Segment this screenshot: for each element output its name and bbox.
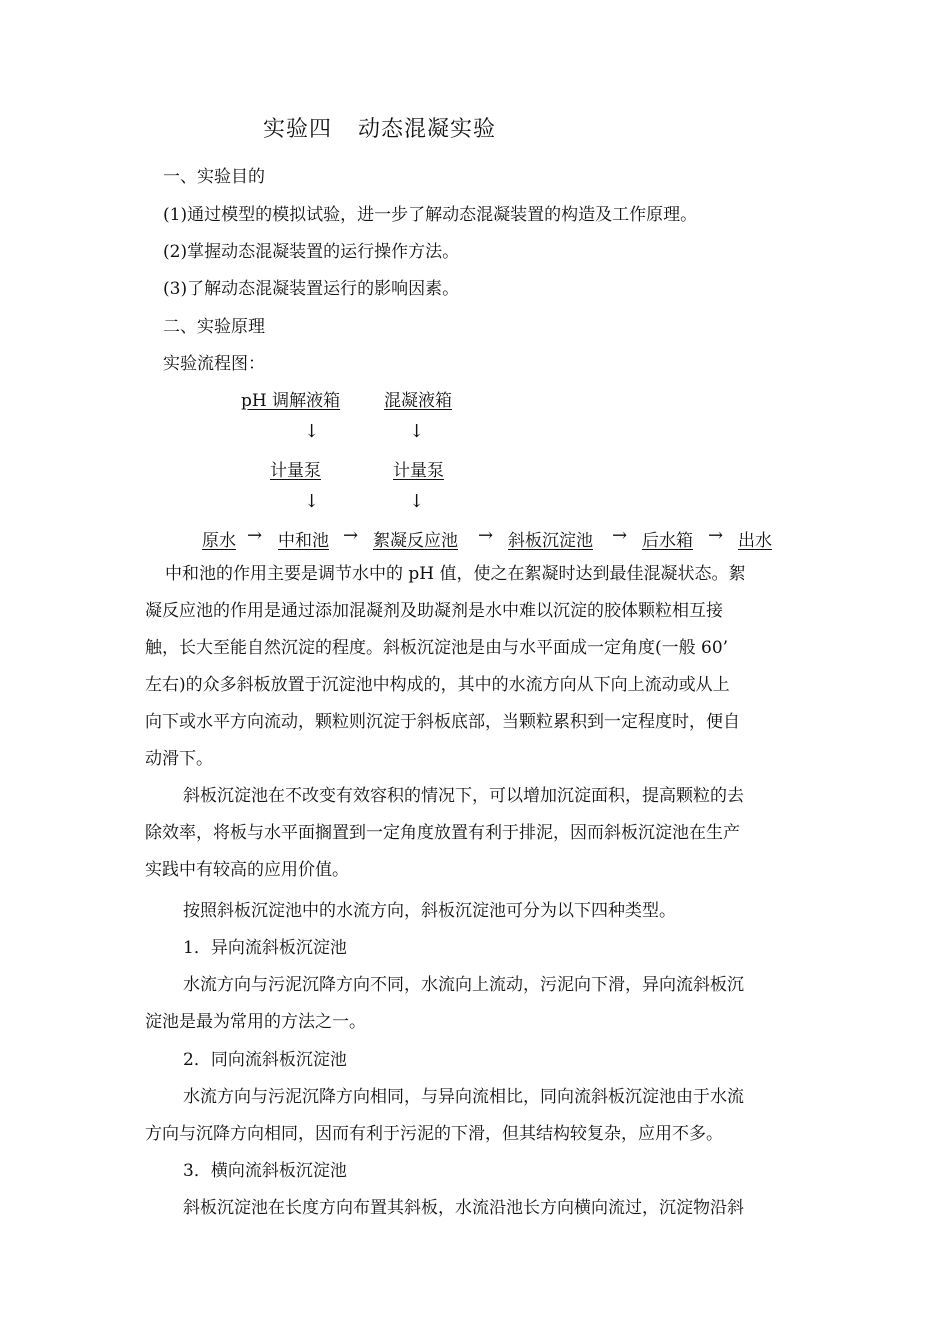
down-arrow-icon: ↓ [409,491,425,512]
paragraph-line: 水流方向与污泥沉降方向不同，水流向上流动，污泥向下滑，异向流斜板沉 [183,975,744,995]
title-part-1: 实验四 [263,117,333,142]
flow-flocculation-tank: 絮凝反应池 [373,531,458,551]
paragraph-line: 触，长大至能自然沉淀的程度。斜板沉淀池是由与水平面成一定角度(一般 60’ [145,638,729,658]
paragraph-line: 向下或水平方向流动，颗粒则沉淀于斜板底部，当颗粒累积到一定程度时，便自 [145,712,740,732]
paragraph-line: 实践中有较高的应用价值。 [145,860,349,880]
flow-neutralization-tank: 中和池 [278,531,329,551]
paragraph-types-intro [145,893,807,930]
flow-label: 实验流程图： [163,354,265,374]
down-arrow-icon: ↓ [304,421,320,442]
right-arrow-icon: → [708,525,724,546]
paragraph-line: 左右)的众多斜板放置于沉淀池中构成的，其中的水流方向从下向上流动或从上 [145,675,730,695]
paragraph-principle-2 [145,778,807,889]
title-part-2: 动态混凝实验 [358,117,497,142]
paragraph-line: 按照斜板沉淀池中的水流方向，斜板沉淀池可分为以下四种类型。 [183,901,676,921]
type-3-section [145,1153,807,1227]
down-arrow-icon: ↓ [409,421,425,442]
flow-outlet: 出水 [738,531,772,551]
type-1-heading: 1．异向流斜板沉淀池 [183,938,347,958]
paragraph-line: 中和池的作用主要是调节水中的 pH 值，使之在絮凝时达到最佳混凝状态。絮 [165,564,746,584]
paragraph-line: 除效率，将板与水平面搁置到一定角度放置有利于排泥，因而斜板沉淀池在生产 [145,823,740,843]
document-title [263,112,496,143]
type-1-section [145,930,807,1041]
paragraph-line: 水流方向与污泥沉降方向相同，与异向流相比，同向流斜板沉淀池由于水流 [183,1087,744,1107]
paragraph-line: 方向与沉降方向相同，因而有利于污泥的下滑，但其结构较复杂，应用不多。 [145,1124,723,1144]
paragraph-line: 斜板沉淀池在不改变有效容积的情况下，可以增加沉淀面积，提高颗粒的去 [183,786,744,806]
purpose-heading: 一、实验目的 [163,167,265,187]
flow-coagulant-tank: 混凝液箱 [384,391,452,411]
principle-heading: 二、实验原理 [163,317,265,337]
paragraph-line: 斜板沉淀池在长度方向布置其斜板，水流沿池长方向横向流过，沉淀物沿斜 [183,1198,744,1218]
purpose-item-1: (1)通过模型的模拟试验，进一步了解动态混凝装置的构造及工作原理。 [163,205,698,225]
paragraph-line: 淀池是最为常用的方法之一。 [145,1012,366,1032]
flow-pump-left: 计量泵 [270,461,321,481]
flow-inclined-plate-tank: 斜板沉淀池 [508,531,593,551]
down-arrow-icon: ↓ [304,491,320,512]
right-arrow-icon: → [612,525,628,546]
paragraph-line: 凝反应池的作用是通过添加混凝剂及助凝剂是水中难以沉淀的胶体颗粒相互接 [145,601,723,621]
paragraph-line: 动滑下。 [145,749,213,769]
flow-ph-tank: pH 调解液箱 [241,391,341,411]
purpose-item-2: (2)掌握动态混凝装置的运行操作方法。 [163,242,460,262]
type-2-heading: 2．同向流斜板沉淀池 [183,1050,347,1070]
flow-raw-water: 原水 [202,531,236,551]
right-arrow-icon: → [343,525,359,546]
type-3-heading: 3．横向流斜板沉淀池 [183,1161,347,1181]
flow-pump-right: 计量泵 [393,461,444,481]
right-arrow-icon: → [478,525,494,546]
right-arrow-icon: → [247,525,263,546]
purpose-item-3: (3)了解动态混凝装置运行的影响因素。 [163,279,460,299]
flow-rear-tank: 后水箱 [642,531,693,551]
paragraph-principle-1 [145,556,807,778]
type-2-section [145,1042,807,1153]
